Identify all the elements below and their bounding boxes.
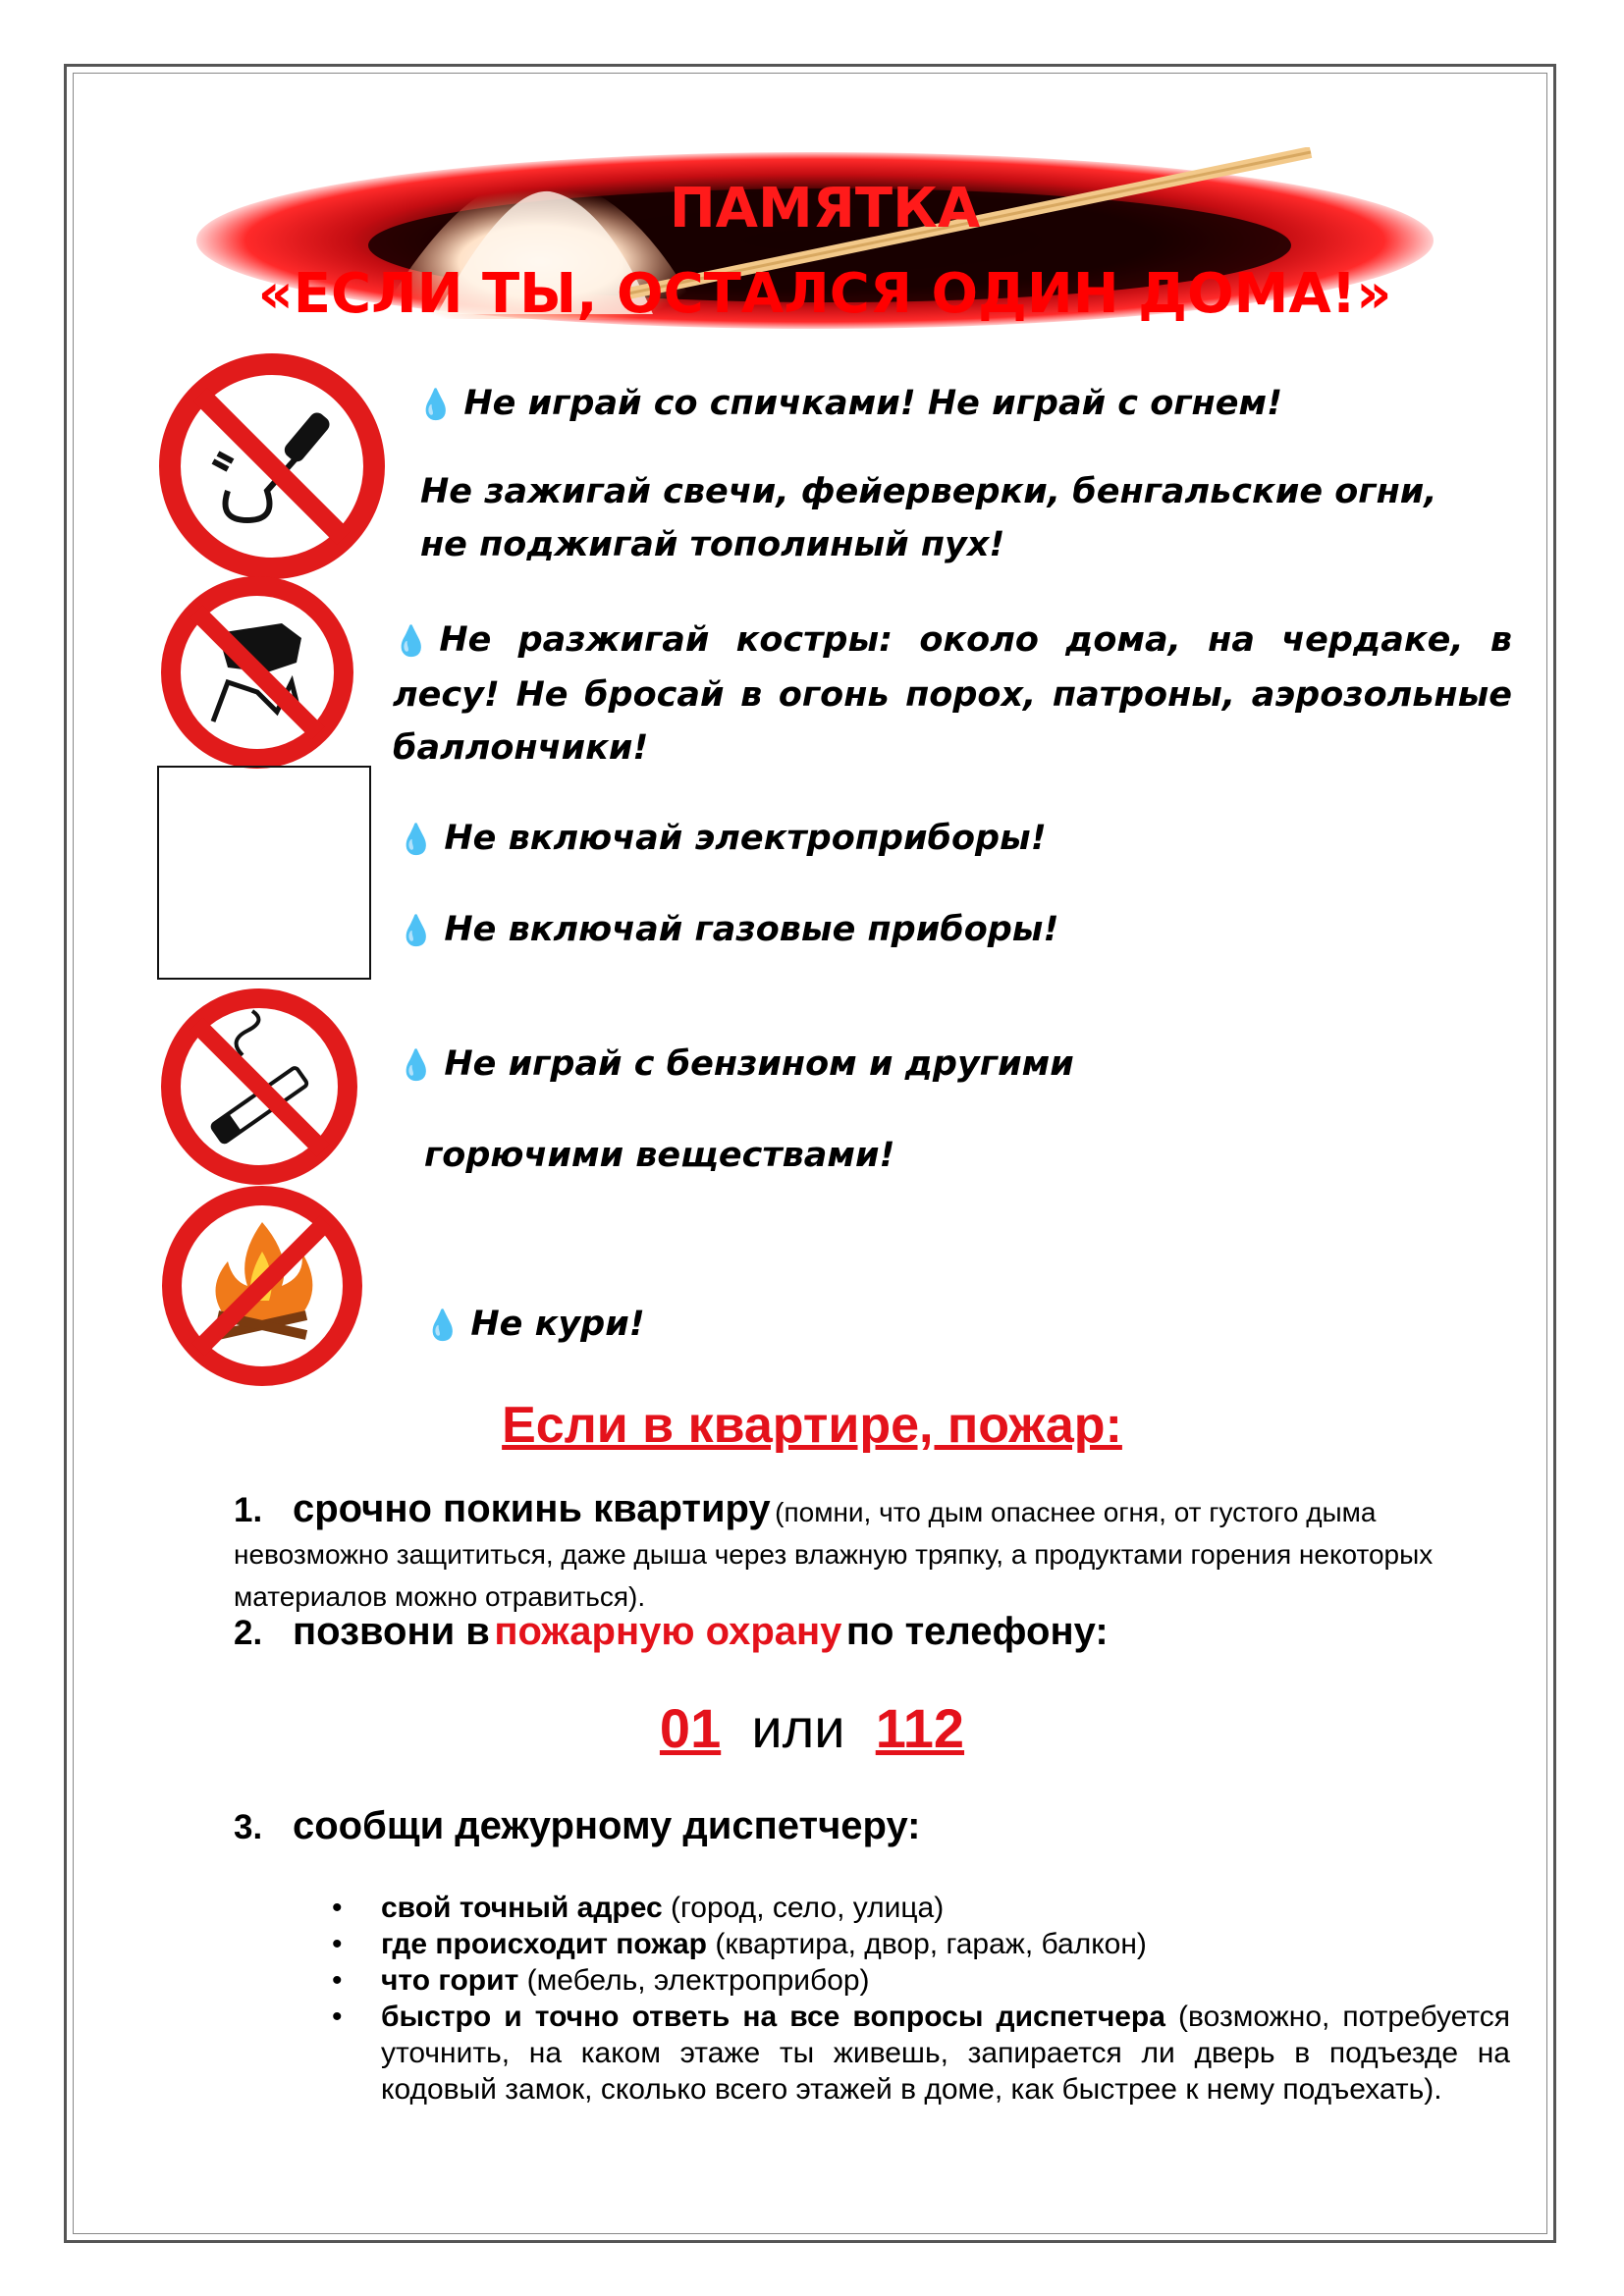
rule-no-bonfires: 💧 Не разжигай костры: около дома, на чердаке, в лесу! Не бросай в огонь порох, патроны, аэрозольные баллончики! (393, 614, 1512, 774)
dispatcher-info-list (332, 1890, 1510, 2108)
rule-no-candles: Не зажигай свечи, фейерверки, бенгальские огни, не поджигай тополиный пух! (420, 472, 1437, 564)
flame-drop-icon: 💧 (398, 823, 435, 857)
memo-title: ПАМЯТКА (669, 177, 981, 240)
step-bold-text: позвони в (293, 1610, 490, 1653)
flame-drop-icon: 💧 (417, 388, 455, 422)
rule-no-matches: 💧 Не играй со спичками! Не играй с огнем! (417, 377, 1282, 432)
step-leave-apartment (234, 1487, 1510, 1621)
step-number: 1. (234, 1491, 263, 1529)
step-bold-text: срочно покинь квартиру (293, 1487, 771, 1530)
rule-no-gas: 💧 Не включай газовые приборы! (398, 903, 1058, 958)
emergency-numbers (0, 1696, 1624, 1760)
step-number: 3. (234, 1808, 263, 1846)
flame-drop-icon: 💧 (398, 1048, 435, 1083)
fire-service-highlight: пожарную охрану (494, 1610, 842, 1653)
no-open-fire-icon (159, 1183, 365, 1389)
blank-placeholder-icon (157, 766, 371, 980)
step-bold-text: сообщи дежурному диспетчеру: (293, 1804, 921, 1847)
step-note: (помни, что дым опаснее огня, от густого дыма невозможно защититься, даже дыша через влажную тряпку, а продуктами горения некоторых материалов можно отравиться). (234, 1497, 1434, 1612)
rule-no-petrol: 💧 Не играй с бензином и другими (398, 1038, 1074, 1093)
rule-no-smoking: 💧 Не кури! (424, 1298, 645, 1353)
list-item: • где происходит пожар (квартира, двор, гараж, балкон) (332, 1926, 1510, 1962)
step-inform-dispatcher (234, 1804, 1510, 1848)
flame-drop-icon: 💧 (393, 624, 430, 659)
no-electric-appliance-icon (159, 353, 385, 579)
step-call-fire-service (234, 1610, 1510, 1654)
rule-no-electric: 💧 Не включай электроприборы! (398, 812, 1047, 867)
list-item: • быстро и точно ответь на все вопросы диспетчера (возможно, потребуется уточнить, на каком этаже ты живешь, запирается ли дверь в подъезде на кодовый замок, сколько всего этажей в доме, как быстрее к нему подъехать). (332, 1999, 1510, 2108)
step-bold-text: по телефону: (845, 1610, 1109, 1653)
fire-section-heading: Если в квартире, пожар: (502, 1397, 1122, 1454)
step-number: 2. (234, 1614, 263, 1652)
phone-01: 01 (659, 1697, 722, 1759)
no-smoking-icon (159, 987, 360, 1188)
no-hand-near-fire-icon (159, 574, 355, 771)
memo-subtitle: «ЕСЛИ ТЫ, ОСТАЛСЯ ОДИН ДОМА!» (257, 262, 1392, 326)
phone-or: или (751, 1697, 845, 1759)
rule-flammables: горючими веществами! (424, 1136, 895, 1175)
list-item: • что горит (мебель, электроприбор) (332, 1962, 1510, 1999)
list-item: • свой точный адрес (город, село, улица) (332, 1890, 1510, 1926)
phone-112: 112 (875, 1697, 965, 1759)
flame-drop-icon: 💧 (398, 914, 435, 948)
flame-drop-icon: 💧 (424, 1308, 461, 1343)
